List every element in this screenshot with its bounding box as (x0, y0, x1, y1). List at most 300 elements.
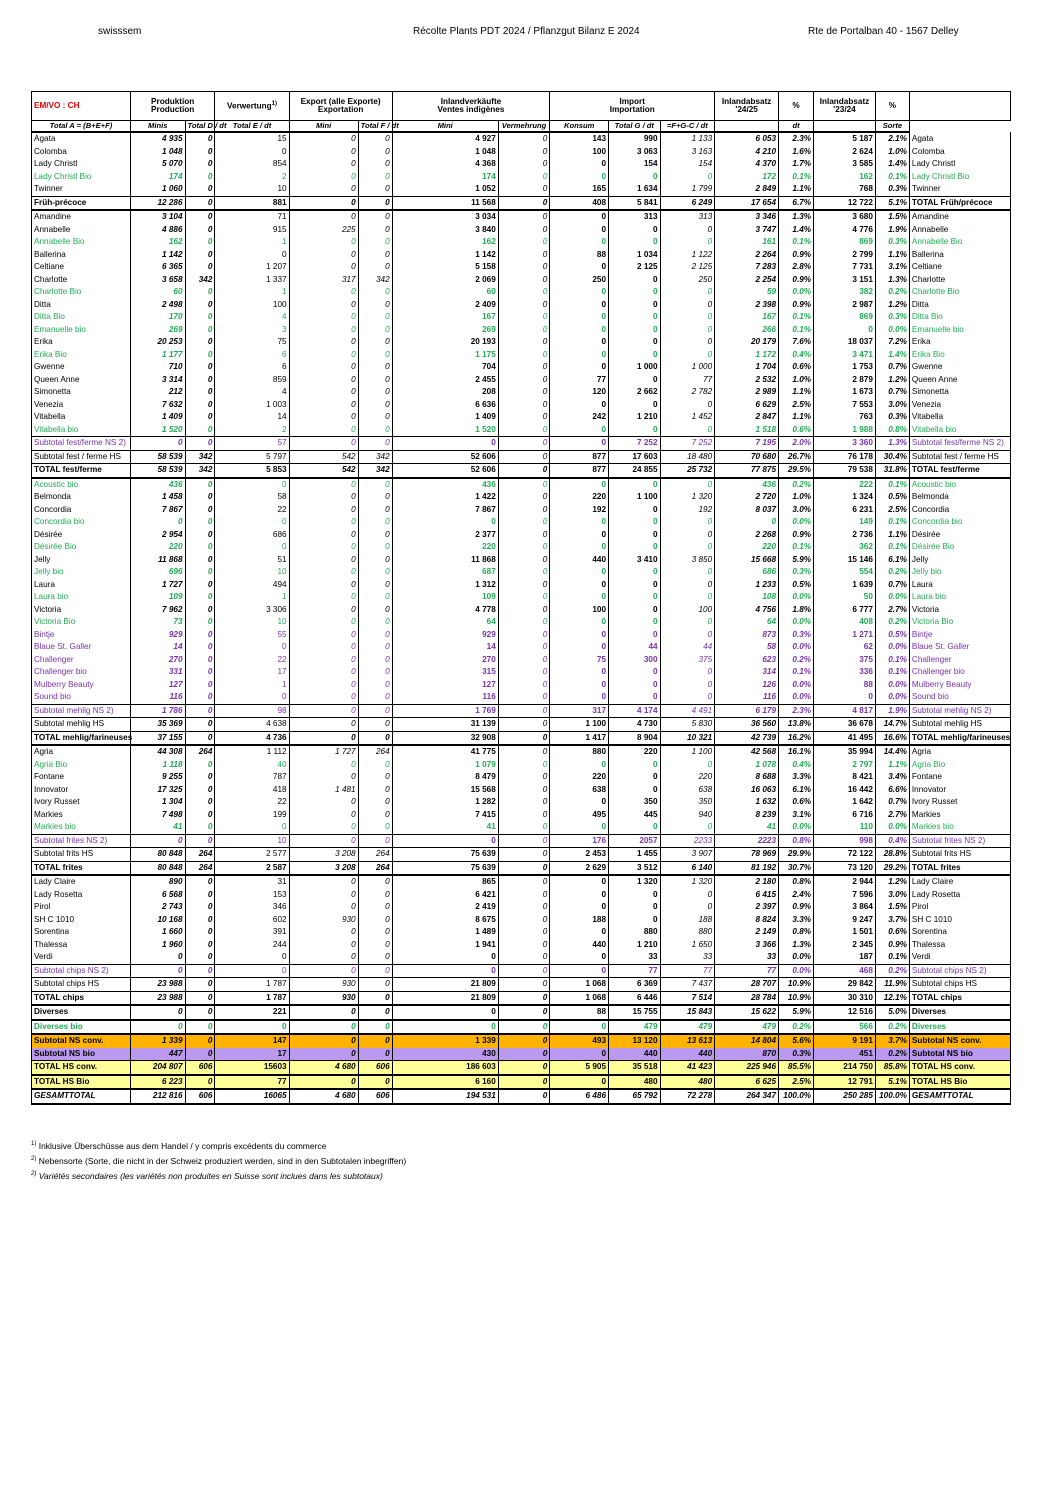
table-row (32, 424, 1011, 437)
variety-name-sorte: Sorentina (909, 926, 1010, 939)
table-cell: 0 (392, 516, 498, 529)
table-cell: 0.6% (875, 926, 909, 939)
table-cell: 0.1% (779, 666, 814, 679)
table-cell: 0 (358, 666, 392, 679)
table-cell: 6 415 (715, 889, 779, 902)
table-cell: 1.9% (875, 224, 909, 237)
table-cell: 0 (498, 771, 550, 784)
table-cell: 0 (289, 324, 358, 337)
table-cell: 0 (358, 796, 392, 809)
table-cell: 2 954 (130, 529, 185, 542)
table-row (32, 236, 1011, 249)
table-cell: 0 (358, 236, 392, 249)
table-cell: 0 (498, 901, 550, 914)
table-cell: 1 271 (814, 629, 876, 642)
table-row (32, 679, 1011, 692)
table-cell: 0 (185, 146, 215, 159)
table-cell: 1 233 (715, 579, 779, 592)
table-row (32, 809, 1011, 822)
table-cell: 0.0% (779, 679, 814, 692)
table-cell: 0 (498, 759, 550, 772)
variety-name: Fontane (32, 771, 131, 784)
footnote-text: Nebensorte (Sorte, die nicht in der Schweiz produziert werden, sind in den Subtotalen inbegriffen) (36, 1155, 407, 1166)
table-row (32, 914, 1011, 927)
table-cell: 2 125 (660, 261, 715, 274)
table-cell: 41 775 (392, 745, 498, 759)
variety-name-sorte: Vitabella bio (909, 424, 1010, 437)
table-cell: 0 (289, 336, 358, 349)
table-cell: 0 (185, 926, 215, 939)
table-cell: 606 (358, 1089, 392, 1104)
subheader-cell (814, 121, 876, 133)
table-cell: 408 (550, 196, 609, 210)
variety-name: Innovator (32, 784, 131, 797)
table-cell: 0.2% (875, 566, 909, 579)
table-cell: 1 704 (715, 361, 779, 374)
table-cell: 1.4% (875, 349, 909, 362)
table-cell: 1 133 (660, 132, 715, 146)
variety-name: Simonetta (32, 386, 131, 399)
table-cell: 0 (609, 821, 661, 834)
table-cell: 6 053 (715, 132, 779, 146)
table-cell: 763 (814, 411, 876, 424)
table-cell: 220 (550, 491, 609, 504)
table-row (32, 745, 1011, 759)
table-row (32, 889, 1011, 902)
table-cell: 0 (498, 809, 550, 822)
table-cell: 212 (130, 386, 185, 399)
table-cell: 1 501 (814, 926, 876, 939)
table-cell: 6 160 (392, 1075, 498, 1090)
table-cell: 0 (358, 616, 392, 629)
table-cell: 8 479 (392, 771, 498, 784)
table-cell: 704 (392, 361, 498, 374)
table-cell: 0 (358, 914, 392, 927)
table-row (32, 1034, 1011, 1048)
table-row (32, 299, 1011, 312)
table-cell: 0 (498, 641, 550, 654)
table-cell: 2.3% (779, 704, 814, 718)
table-cell: 342 (358, 450, 392, 464)
variety-name: Amandine (32, 210, 131, 224)
table-cell: 1 118 (130, 759, 185, 772)
table-cell: 0 (660, 171, 715, 184)
variety-name-sorte: TOTAL HS conv. (909, 1061, 1010, 1075)
table-cell: 1 639 (814, 579, 876, 592)
table-cell: 0 (550, 889, 609, 902)
table-cell: 0 (814, 691, 876, 704)
table-cell: 264 (185, 848, 215, 862)
variety-name-sorte: Blaue St. Galler (909, 641, 1010, 654)
table-cell: 2 (215, 171, 289, 184)
variety-name-sorte: Laura bio (909, 591, 1010, 604)
table-cell: 126 (715, 679, 779, 692)
table-cell: 0 (289, 210, 358, 224)
table-cell: 0.1% (875, 478, 909, 492)
table-cell: 2 782 (660, 386, 715, 399)
variety-name: TOTAL fest/ferme (32, 464, 131, 478)
table-cell: 77 875 (715, 464, 779, 478)
table-cell: 192 (660, 504, 715, 517)
table-row (32, 1075, 1011, 1090)
table-cell: 7 553 (814, 399, 876, 412)
table-cell: 0 (289, 731, 358, 745)
table-cell: 0.1% (779, 236, 814, 249)
table-cell: 0 (289, 926, 358, 939)
table-row (32, 132, 1011, 146)
variety-name: Erika (32, 336, 131, 349)
variety-name: Belmonda (32, 491, 131, 504)
table-cell: 1 769 (392, 704, 498, 718)
table-cell: 6 365 (130, 261, 185, 274)
table-cell: 0 (609, 666, 661, 679)
variety-name: Markies (32, 809, 131, 822)
variety-name: Twinner (32, 183, 131, 196)
variety-name-sorte: Venezia (909, 399, 1010, 412)
table-cell: 0 (550, 541, 609, 554)
table-cell: 0 (185, 210, 215, 224)
table-cell: 0.8% (875, 424, 909, 437)
table-cell: 0.1% (779, 324, 814, 337)
table-cell: 0 (550, 158, 609, 171)
variety-name: Vitabella bio (32, 424, 131, 437)
table-row (32, 759, 1011, 772)
table-cell: 0 (289, 299, 358, 312)
table-row (32, 861, 1011, 875)
table-cell: 5.9% (779, 554, 814, 567)
table-cell: 14 804 (715, 1034, 779, 1048)
table-cell: 1.7% (779, 158, 814, 171)
table-cell: 0 (550, 591, 609, 604)
table-row (32, 991, 1011, 1005)
table-cell: 0 (550, 424, 609, 437)
variety-name: Charlotte (32, 274, 131, 287)
table-cell: 28 784 (715, 991, 779, 1005)
col-pct-2324: % (875, 92, 909, 121)
table-cell: 0 (550, 336, 609, 349)
variety-name-sorte: Charlotte (909, 274, 1010, 287)
variety-name: GESAMTTOTAL (32, 1089, 131, 1104)
table-cell: 0 (289, 939, 358, 952)
table-cell: 391 (215, 926, 289, 939)
table-cell: 225 (289, 224, 358, 237)
table-cell: 313 (660, 210, 715, 224)
table-cell: 10 (215, 834, 289, 848)
table-cell: 1.2% (875, 875, 909, 889)
table-cell: 7 867 (130, 504, 185, 517)
header-address: Rte de Portalban 40 - 1567 Delley (808, 26, 959, 37)
table-cell: 20 179 (715, 336, 779, 349)
table-row (32, 641, 1011, 654)
subheader-cell: Sorte (875, 121, 909, 133)
table-cell: 1.1% (779, 183, 814, 196)
variety-name: TOTAL HS conv. (32, 1061, 131, 1075)
table-cell: 0 (289, 796, 358, 809)
table-cell: 1.1% (875, 249, 909, 262)
table-cell: 3.7% (875, 1034, 909, 1048)
table-cell: 0 (289, 629, 358, 642)
table-cell: 0.2% (875, 616, 909, 629)
table-cell: 0 (498, 349, 550, 362)
table-cell: 2 532 (715, 374, 779, 387)
table-row (32, 875, 1011, 889)
table-cell: 0 (660, 541, 715, 554)
table-cell: 0 (498, 399, 550, 412)
table-cell: 0 (498, 196, 550, 210)
table-cell: 2.0% (779, 437, 814, 451)
table-cell: 0 (185, 834, 215, 848)
table-cell: 0 (660, 901, 715, 914)
variety-name: Subtotal mehlig HS (32, 718, 131, 732)
table-cell: 877 (550, 464, 609, 478)
table-cell: 418 (215, 784, 289, 797)
table-cell: 0 (498, 424, 550, 437)
table-cell: 1 642 (814, 796, 876, 809)
table-cell: 162 (814, 171, 876, 184)
table-cell: 0 (498, 261, 550, 274)
table-cell: 0 (609, 224, 661, 237)
table-cell: 480 (660, 1075, 715, 1090)
table-cell: 1.6% (779, 146, 814, 159)
table-cell: 264 347 (715, 1089, 779, 1104)
variety-name: Venezia (32, 399, 131, 412)
table-cell: 0 (392, 834, 498, 848)
table-cell: 1 177 (130, 349, 185, 362)
variety-name: Concordia (32, 504, 131, 517)
table-cell: 2 268 (715, 529, 779, 542)
subheader-cell (715, 121, 779, 133)
variety-name: Acoustic bio (32, 478, 131, 492)
variety-name: Bintje (32, 629, 131, 642)
table-cell: 0 (609, 274, 661, 287)
table-cell: 6.6% (875, 784, 909, 797)
col-blank (909, 92, 1010, 121)
table-cell: 0.3% (779, 629, 814, 642)
table-cell: 0.3% (779, 1048, 814, 1061)
table-cell: 479 (609, 1020, 661, 1035)
table-cell: 854 (215, 158, 289, 171)
table-cell: 1 339 (392, 1034, 498, 1048)
table-cell: 890 (130, 875, 185, 889)
variety-name-sorte: TOTAL chips (909, 991, 1010, 1005)
table-cell: 4 778 (392, 604, 498, 617)
table-cell: 270 (392, 654, 498, 667)
variety-name: Queen Anne (32, 374, 131, 387)
variety-name: Markies bio (32, 821, 131, 834)
table-cell: 0 (358, 964, 392, 978)
table-cell: 2 987 (814, 299, 876, 312)
table-row (32, 1061, 1011, 1075)
table-cell: 1 175 (392, 349, 498, 362)
table-cell: 0 (358, 926, 392, 939)
table-cell: 0 (550, 666, 609, 679)
table-cell: 5 797 (215, 450, 289, 464)
table-cell: 2 397 (715, 901, 779, 914)
table-cell: 8 675 (392, 914, 498, 927)
table-row (32, 666, 1011, 679)
corner-label: EM/VO : CH (32, 92, 131, 121)
table-cell: 73 (130, 616, 185, 629)
table-cell: 6 (215, 349, 289, 362)
table-cell: 76 178 (814, 450, 876, 464)
table-cell: 880 (660, 926, 715, 939)
variety-name: Challenger (32, 654, 131, 667)
table-cell: 7 437 (660, 978, 715, 992)
table-cell: 220 (660, 771, 715, 784)
table-cell: 0 (715, 516, 779, 529)
table-cell: 0 (185, 437, 215, 451)
table-cell: 0.0% (875, 641, 909, 654)
table-cell: 0 (498, 926, 550, 939)
table-cell: 346 (215, 901, 289, 914)
table-cell: 0 (498, 210, 550, 224)
table-cell: 0.9% (779, 299, 814, 312)
table-cell: 36 560 (715, 718, 779, 732)
table-cell: 0 (550, 679, 609, 692)
table-cell: 0 (289, 901, 358, 914)
table-cell: 0 (498, 491, 550, 504)
subheader-cell: Total A = (B+E+F) (32, 121, 131, 133)
table-cell: 12 516 (814, 1005, 876, 1020)
table-cell: 8 688 (715, 771, 779, 784)
variety-name: Pirol (32, 901, 131, 914)
table-cell: 116 (130, 691, 185, 704)
table-cell: 1 673 (814, 386, 876, 399)
variety-name: Subtotal mehlig NS 2) (32, 704, 131, 718)
table-cell: 77 (215, 1075, 289, 1090)
table-cell: 13.8% (779, 718, 814, 732)
table-cell: 0 (185, 399, 215, 412)
table-cell: 0 (358, 324, 392, 337)
table-cell: 220 (715, 541, 779, 554)
variety-name: Victoria Bio (32, 616, 131, 629)
table-row (32, 311, 1011, 324)
table-cell: 0 (550, 901, 609, 914)
table-cell: 35 994 (814, 745, 876, 759)
table-cell: 3 208 (289, 848, 358, 862)
table-cell: 0 (185, 1005, 215, 1020)
variety-name: TOTAL HS Bio (32, 1075, 131, 1090)
variety-name: Subtotal chips NS 2) (32, 964, 131, 978)
table-cell: 17 654 (715, 196, 779, 210)
subheader-cell: Minis (130, 121, 185, 133)
table-cell: 2 419 (392, 901, 498, 914)
table-cell: 2 847 (715, 411, 779, 424)
table-cell: 0 (609, 349, 661, 362)
variety-name: Désirée (32, 529, 131, 542)
table-cell: 108 (715, 591, 779, 604)
table-row (32, 224, 1011, 237)
variety-name-sorte: Désirée (909, 529, 1010, 542)
table-cell: 0 (358, 771, 392, 784)
table-cell: 10 (215, 616, 289, 629)
table-cell: 0 (660, 616, 715, 629)
table-cell: 110 (814, 821, 876, 834)
col-verwertung-footnote: 1) (271, 101, 277, 108)
table-cell: 0 (498, 249, 550, 262)
table-cell: 15 843 (660, 1005, 715, 1020)
subheader-cell: Konsum (550, 121, 609, 133)
table-cell: 41 423 (660, 1061, 715, 1075)
table-cell: 0 (392, 437, 498, 451)
table-cell: 0.8% (779, 926, 814, 939)
variety-name-sorte: Subtotal mehlig NS 2) (909, 704, 1010, 718)
variety-name: Agata (32, 132, 131, 146)
variety-name: TOTAL frites (32, 861, 131, 875)
table-cell: 0 (215, 249, 289, 262)
table-cell: 342 (185, 450, 215, 464)
table-cell: 0.7% (875, 386, 909, 399)
table-cell: 7.2% (875, 336, 909, 349)
table-cell: 2 587 (215, 861, 289, 875)
table-cell: 0 (185, 566, 215, 579)
table-cell: 250 (660, 274, 715, 287)
table-cell: 6 231 (814, 504, 876, 517)
table-cell: 0 (609, 901, 661, 914)
table-cell: 0 (498, 579, 550, 592)
table-cell: 0 (185, 132, 215, 146)
table-cell: 0 (609, 399, 661, 412)
table-cell: 4 817 (814, 704, 876, 718)
variety-name: Agria (32, 745, 131, 759)
table-cell: 0 (358, 336, 392, 349)
table-cell: 1 417 (550, 731, 609, 745)
variety-name-sorte: Subtotal frites NS 2) (909, 834, 1010, 848)
table-cell: 0.0% (779, 641, 814, 654)
table-cell: 869 (814, 311, 876, 324)
table-cell: 0 (609, 889, 661, 902)
variety-name-sorte: Twinner (909, 183, 1010, 196)
table-cell: 57 (215, 437, 289, 451)
table-cell: 77 (550, 374, 609, 387)
table-cell: 13 613 (660, 1034, 715, 1048)
table-cell: 42 739 (715, 731, 779, 745)
table-cell: 20 253 (130, 336, 185, 349)
footnotes (31, 1138, 406, 1182)
table-cell: 3 658 (130, 274, 185, 287)
table-cell: 0 (609, 579, 661, 592)
table-cell: 0.3% (875, 236, 909, 249)
table-subheader-row (32, 121, 1011, 133)
table-cell: 0 (609, 679, 661, 692)
table-cell: 1 458 (130, 491, 185, 504)
table-cell: 350 (660, 796, 715, 809)
table-cell: 1 112 (215, 745, 289, 759)
table-cell: 0 (185, 516, 215, 529)
table-cell: 3.1% (875, 261, 909, 274)
table-cell: 0 (358, 704, 392, 718)
table-row (32, 771, 1011, 784)
table-cell: 0 (215, 951, 289, 964)
table-cell: 0 (609, 759, 661, 772)
table-cell: 1 003 (215, 399, 289, 412)
table-cell: 1 520 (130, 424, 185, 437)
table-cell: 0.8% (779, 834, 814, 848)
table-row (32, 464, 1011, 478)
table-cell: 0 (358, 478, 392, 492)
table-row (32, 516, 1011, 529)
table-cell: 0 (498, 796, 550, 809)
table-cell: 5 841 (609, 196, 661, 210)
table-cell: 5.6% (779, 1034, 814, 1048)
table-cell: 0 (289, 478, 358, 492)
table-cell: 445 (609, 809, 661, 822)
table-cell: 0 (550, 349, 609, 362)
table-cell: 172 (715, 171, 779, 184)
table-cell: 0.4% (779, 759, 814, 772)
table-cell: 1.3% (779, 210, 814, 224)
table-cell: 0 (498, 951, 550, 964)
